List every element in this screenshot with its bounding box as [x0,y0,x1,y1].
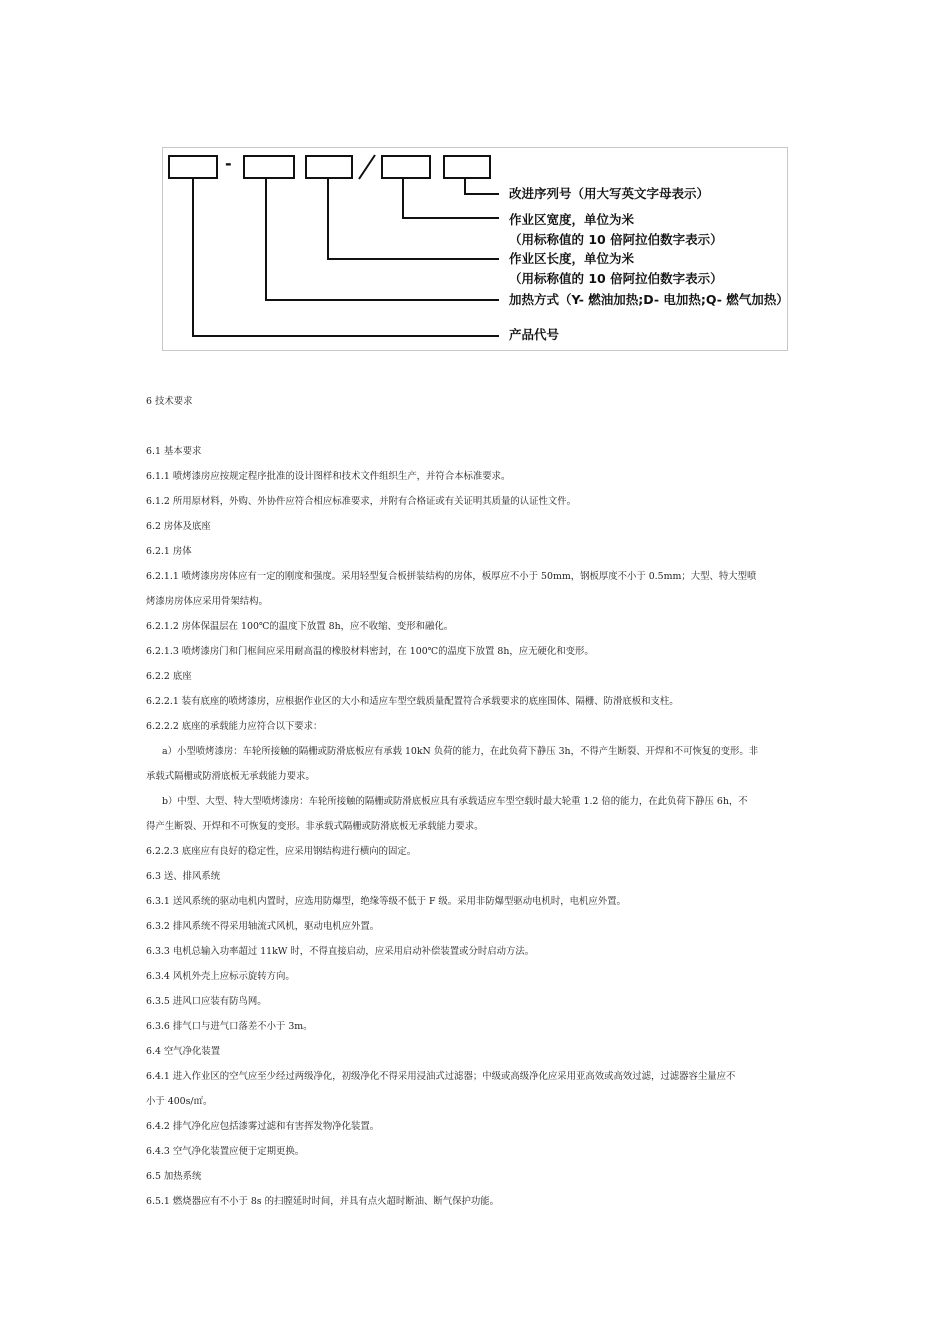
clause-line: 6.4.1 进入作业区的空气应至少经过两级净化，初级净化不得采用浸油式过滤器；中级或高级净化应采用亚高效或高效过滤，过滤器容尘量应不 [146,1071,736,1082]
clause-line: 烤漆房房体应采用骨架结构。 [146,596,268,607]
clause-line: 6.2.2.2 底座的承载能力应符合以下要求： [146,721,323,732]
code-box-3 [306,156,352,178]
list-item-a: a）小型喷烤漆房：车轮所接触的隔栅或防滑底板应有承载 10kN 负荷的能力，在此负荷下静压 3h，不得产生断裂、开焊和不可恢复的变形。非 [162,746,759,757]
code-box-2 [244,156,294,178]
slash-mark [359,155,375,179]
clause-line: 6.2.2.3 底座应有良好的稳定性，应采用钢结构进行横向的固定。 [146,846,417,857]
clause-line: 6.1.2 所用原材料，外购、外协件应符合相应标准要求，并附有合格证或有关证明其质量的认证性文件。 [146,496,576,507]
clause-line: 6.2.1.2 房体保温层在 100℃的温度下放置 8h，应不收缩、变形和融化。 [146,621,454,632]
clause-line: 6.4.3 空气净化装置应便于定期更换。 [146,1146,305,1157]
section-heading: 6.2.1 房体 [146,546,192,557]
clause-line: 6.3.4 风机外壳上应标示旋转方向。 [146,971,295,982]
clause-line: 6.3.3 电机总输入功率超过 11kW 时，不得直接启动，应采用启动补偿装置或分时启动方法。 [146,946,535,957]
clause-line: 6.2.1.1 喷烤漆房房体应有一定的刚度和强度。采用轻型复合板拼装结构的房体，板厚应不小于 50mm，钢板厚度不小于 0.5mm；大型、特大型喷 [146,571,757,582]
section-heading: 6.4 空气净化装置 [146,1046,221,1057]
leader-line-2 [403,178,499,218]
diagram-lines [163,148,789,352]
clause-line: 6.3.6 排气口与进气口落差不小于 3m。 [146,1021,313,1032]
label-improvement-serial: 改进序列号（用大写英文字母表示） [509,186,710,201]
clause-line: 6.1.1 喷烤漆房应按规定程序批准的设计图样和技术文件组织生产，并符合本标准要求。 [146,471,511,482]
section-heading: 6.1 基本要求 [146,446,202,457]
clause-line: 承载式隔栅或防滑底板无承载能力要求。 [146,771,315,782]
clause-line: 6.3.2 排风系统不得采用轴流式风机，驱动电机应外置。 [146,921,380,932]
label-width-note: （用标称值的 10 倍阿拉伯数字表示） [509,232,723,247]
label-work-width: 作业区宽度，单位为米 [509,212,635,227]
section-heading: 6.5 加热系统 [146,1171,202,1182]
section-heading: 6.3 送、排风系统 [146,871,221,882]
code-box-1 [169,156,217,178]
code-box-4 [382,156,430,178]
clause-line: 6.3.5 进风口应装有防鸟网。 [146,996,267,1007]
section-heading: 6 技术要求 [146,396,193,407]
section-heading: 6.2.2 底座 [146,671,192,682]
clause-line: 6.4.2 排气净化应包括漆雾过滤和有害挥发物净化装置。 [146,1121,380,1132]
clause-line: 6.3.1 送风系统的驱动电机内置时，应选用防爆型，绝缘等级不低于 F 级。采用非防爆型驱动电机时，电机应外置。 [146,896,626,907]
leader-line-1 [465,178,499,194]
section-heading: 6.2 房体及底座 [146,521,211,532]
clause-line: 6.2.2.1 装有底座的喷烤漆房，应根据作业区的大小和适应车型空载质量配置符合承载要求的底座围体、隔栅、防滑底板和支柱。 [146,696,679,707]
clause-line: 小于 400s/㎡。 [146,1096,213,1107]
clause-line: 6.5.1 燃烧器应有不小于 8s 的扫膛延时时间，并具有点火超时断油、断气保护功能。 [146,1196,499,1207]
code-structure-diagram [162,147,788,351]
list-item-b: b）中型、大型、特大型喷烤漆房：车轮所接触的隔栅或防滑底板应具有承载适应车型空载时最大轮重 1.2 倍的能力，在此负荷下静压 6h，不 [162,796,748,807]
label-heating-method: 加热方式（Y- 燃油加热;D- 电加热;Q- 燃气加热） [509,292,789,307]
label-work-length: 作业区长度，单位为米 [509,251,635,266]
dash-separator: - [225,154,232,173]
leader-line-4 [266,178,499,300]
label-length-note: （用标称值的 10 倍阿拉伯数字表示） [509,271,723,286]
label-product-code: 产品代号 [509,327,560,342]
clause-line: 得产生断裂、开焊和不可恢复的变形。非承载式隔栅或防滑底板无承载能力要求。 [146,821,484,832]
clause-line: 6.2.1.3 喷烤漆房门和门框间应采用耐高温的橡胶材料密封，在 100℃的温度下放置 8h，应无硬化和变形。 [146,646,594,657]
leader-line-5 [193,178,499,336]
code-box-5 [444,156,490,178]
